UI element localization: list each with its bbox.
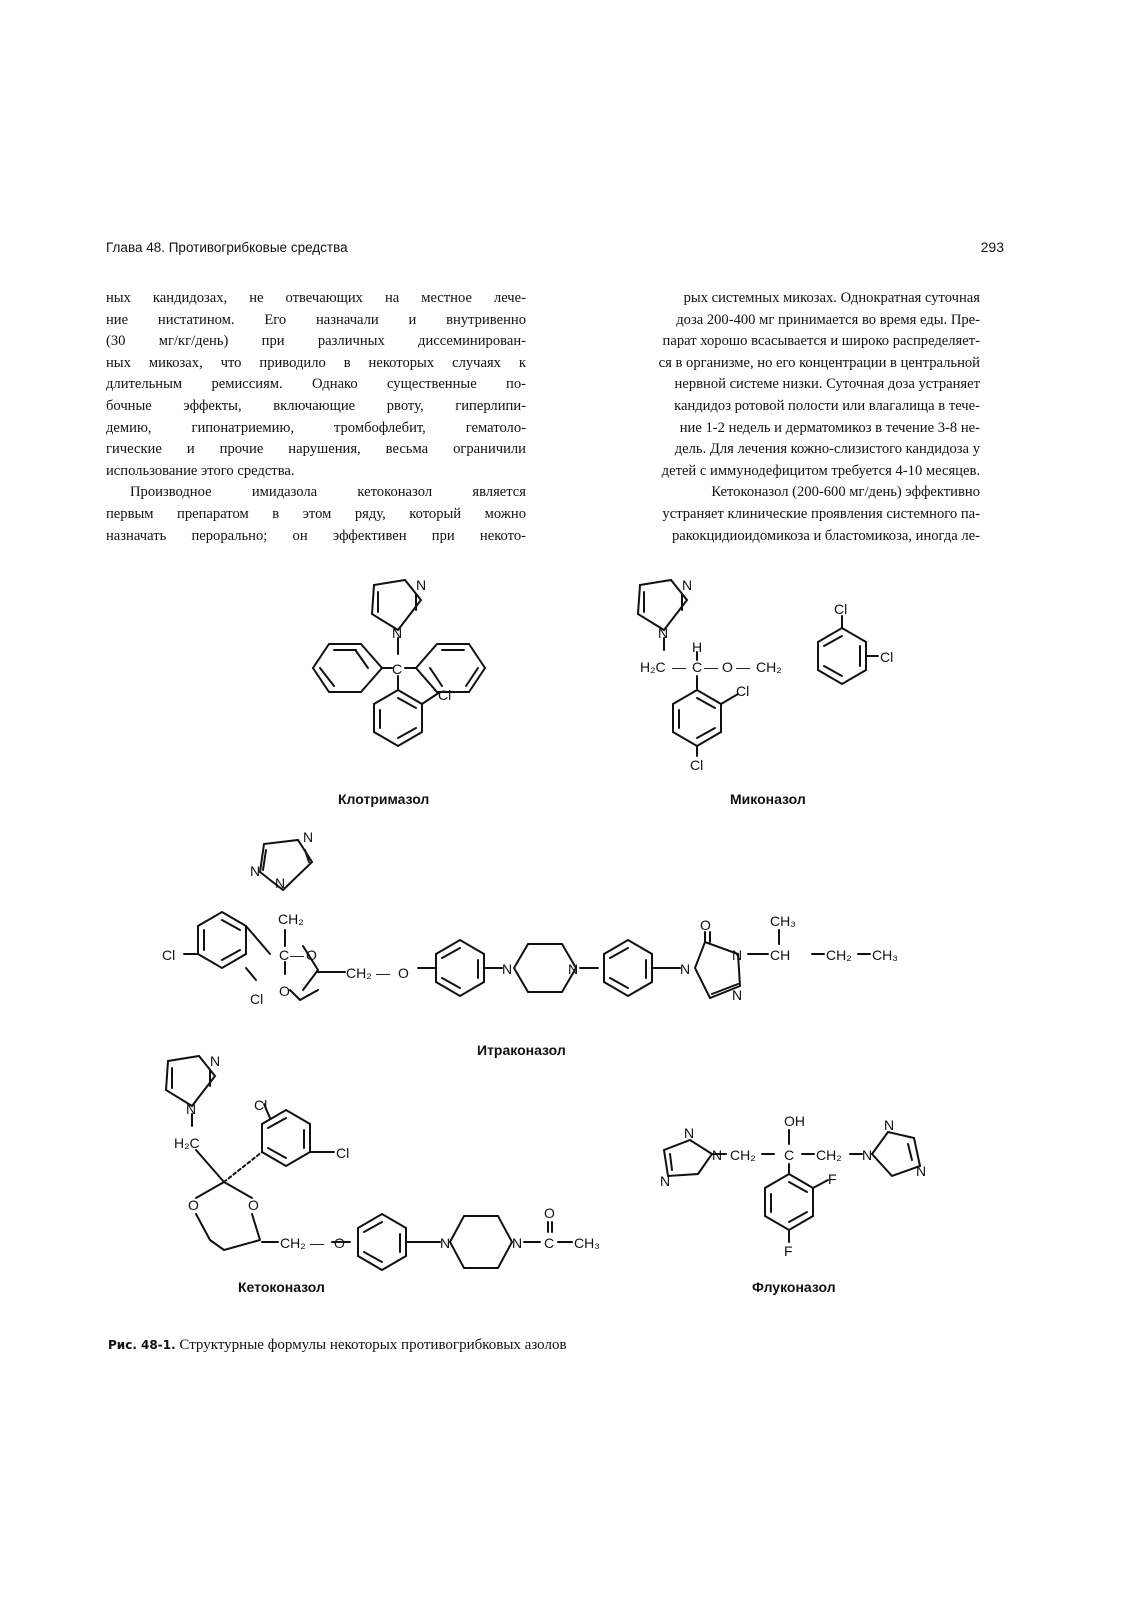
atom-cl: Cl [438,687,452,703]
bond-dash: — [376,965,390,981]
text-line: бочные эффекты, включающие рвоту, гиперлипи- [106,397,526,414]
text-line: назначать перорально; он эффективен при некото- [106,527,526,544]
atom-n: N [502,961,513,977]
atom-ch3: CH₃ [770,913,796,929]
atom-n: N [712,1147,723,1163]
text-line: кандидоз ротовой полости или влагалища в тече- [674,397,980,414]
atom-o: O [722,659,733,675]
text-line: дель. Для лечения кожно-слизистого кандидоза у [674,441,980,458]
text-line: детей с иммунодефицитом требуется 4-10 месяцев. [661,462,980,479]
atom-ch2: CH₂ [346,965,372,981]
atom-ch3: CH₃ [574,1235,600,1251]
atom-n: N [568,961,579,977]
atom-cl: Cl [250,991,264,1007]
atom-h: H [692,639,703,655]
text-line: рых системных микозах. Однократная суточная [683,290,980,306]
atom-n: N [682,577,693,593]
atom-ch2: CH₂ [826,947,852,963]
atom-cl: Cl [834,601,848,617]
figure-caption-text: Структурные формулы некоторых противогрибковых азолов [175,1337,567,1353]
atom-n: N [512,1235,523,1251]
atom-h2c: H₂C [640,659,666,675]
bond-dash: — [736,659,750,675]
text-line: длительным ремиссиям. Однако существенные по- [106,376,526,393]
atom-o: O [279,983,290,999]
atom-c: C [392,661,403,677]
text-line: гические и прочие нарушения, весьма ограничили [106,441,526,458]
atom-c: C [692,659,703,675]
text-line: ных кандидозах, не отвечающих на местное лече- [106,290,526,306]
text-line: ных микозах, что приводило в некоторых случаях к [106,354,526,371]
atom-ch2: CH₂ [278,911,304,927]
atom-c: C [544,1235,555,1251]
atom-f: F [828,1171,837,1187]
atom-ch3: CH₃ [872,947,898,963]
atom-o: O [306,947,317,963]
atom-ch: CH [770,947,791,963]
text-line: ние нистатином. Его назначали и внутривенно [106,311,526,328]
atom-cl: Cl [880,649,894,665]
atom-cl: Cl [162,947,176,963]
atom-ch2: CH₂ [756,659,782,675]
atom-n: N [275,875,286,891]
atom-n: N [250,863,261,879]
atom-n: N [916,1163,927,1179]
atom-o: O [544,1205,555,1221]
text-line: ракокцидиоидомикоза и бластомикоза, иногда ле- [671,527,980,544]
structures-svg [0,570,1132,1320]
figure-label: Рис. 48-1. [108,1338,176,1352]
atom-o: O [248,1197,259,1213]
page-number: 293 [980,239,1004,255]
text-line: первым препаратом в этом ряду, который можно [106,505,526,522]
atom-cl: Cl [736,683,750,699]
atom-o: O [398,965,409,981]
atom-n: N [660,1173,671,1189]
text-line: использование этого средства. [106,462,295,479]
text-line: нервной системе низки. Суточная доза устраняет [674,376,980,393]
atom-f: F [784,1243,793,1259]
atom-n: N [416,577,427,593]
bond-dash: — [704,659,718,675]
atom-n: N [732,987,743,1003]
text-line: Производное имидазола кетоконазол является [130,484,526,501]
bond-dash: — [290,947,304,963]
compound-name-ketoconazole: Кетоконазол [238,1279,325,1295]
atom-ch2: CH₂ [280,1235,306,1251]
atom-c: C [784,1147,795,1163]
left-text-column [106,288,526,547]
atom-ch2: CH₂ [730,1147,756,1163]
atom-n: N [186,1101,197,1117]
atom-n: N [884,1117,895,1133]
figure-caption [108,1337,567,1354]
atom-oh: OH [784,1113,805,1129]
atom-n: N [680,961,691,977]
atom-h2c: H₂C [174,1135,200,1151]
atom-n: N [684,1125,695,1141]
bond-dash: — [310,1235,324,1251]
atom-o: O [334,1235,345,1251]
text-line: устраняет клинические проявления системного па- [662,505,980,522]
atom-n: N [392,625,403,641]
atom-cl: Cl [690,757,704,773]
text-line: (30 мг/кг/день) при различных диссеминирован- [106,333,526,350]
compound-name-itraconazole: Итраконазол [477,1042,566,1058]
compound-name-clotrimazole: Клотримазол [338,791,430,807]
chapter-title: Глава 48. Противогрибковые средства [106,240,348,255]
atom-n: N [440,1235,451,1251]
atom-n: N [732,947,743,963]
text-line: демию, гипонатриемию, тромбофлебит, гематоло- [106,419,526,436]
atom-n: N [210,1053,221,1069]
atom-o: O [188,1197,199,1213]
text-line: парат хорошо всасывается и широко распределяет- [662,333,980,350]
atom-cl: Cl [254,1097,268,1113]
atom-n: N [303,829,314,845]
bond-dash: — [672,659,686,675]
atom-o: O [700,917,711,933]
compound-name-miconazole: Миконазол [730,791,806,807]
figure-structural-formulas [0,570,1132,1320]
atom-c: C [279,947,290,963]
atom-ch2: CH₂ [816,1147,842,1163]
text-line: ся в организме, но его концентрации в центральной [658,354,980,371]
compound-name-fluconazole: Флуконазол [752,1279,836,1295]
atom-cl: Cl [336,1145,350,1161]
atom-n: N [658,625,669,641]
atom-n: N [862,1147,873,1163]
text-line: ние 1-2 недель и дерматомикоз в течение 3-8 не- [679,419,980,436]
right-text-column [560,288,980,547]
running-header [106,240,1004,260]
text-line: Кетоконазол (200-600 мг/день) эффективно [711,484,980,501]
text-line: доза 200-400 мг принимается во время еды. Пре- [676,311,980,328]
